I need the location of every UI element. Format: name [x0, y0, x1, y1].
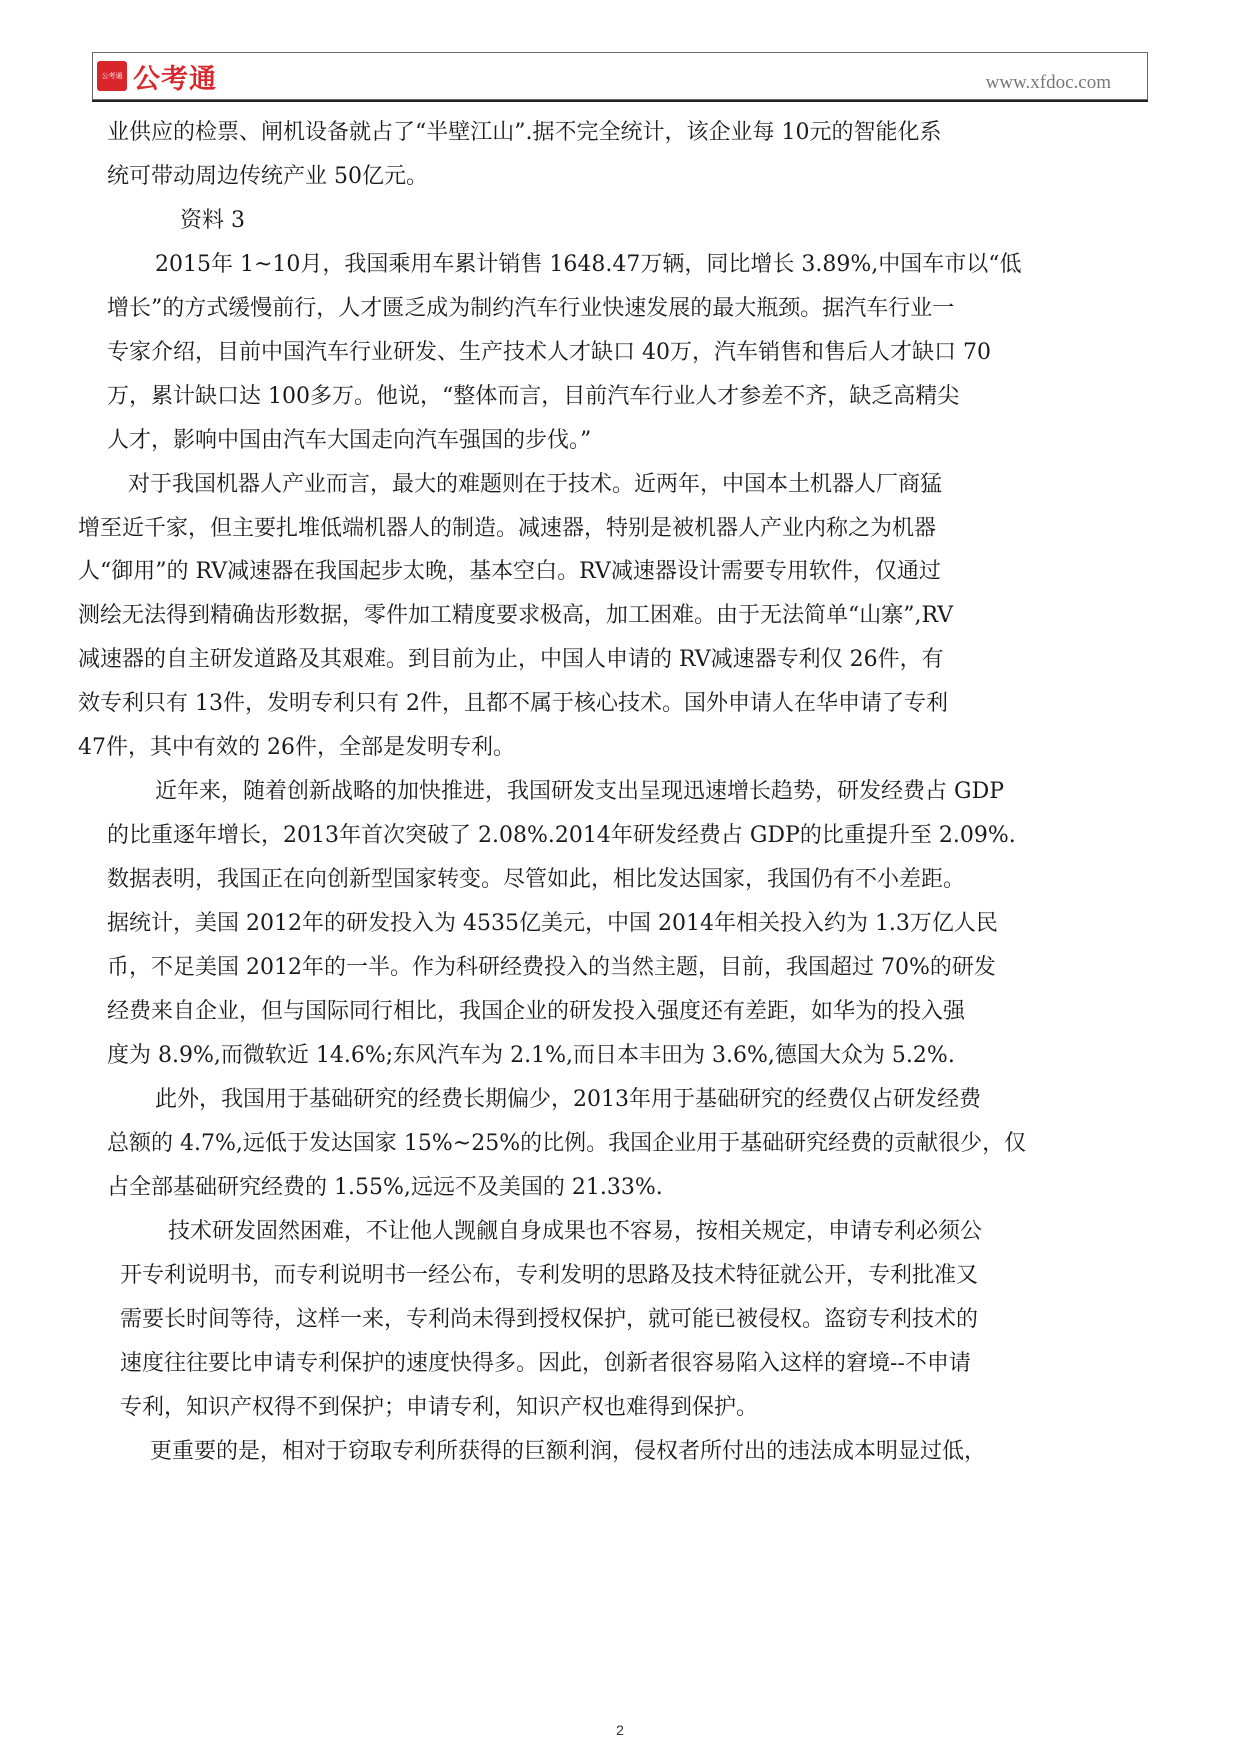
- text-line: 技术研发固然困难，不让他人觊觎自身成果也不容易，按相关规定，申请专利必须公: [168, 1219, 983, 1244]
- text-line: 数据表明，我国正在向创新型国家转变。尽管如此，相比发达国家，我国仍有不小差距。: [107, 867, 966, 892]
- text-line: 总额的 4.7%,远低于发达国家 15%~25%的比例。我国企业用于基础研究经费的贡献很少，仅: [107, 1131, 1027, 1156]
- text-line: 经费来自企业，但与国际同行相比，我国企业的研发投入强度还有差距，如华为的投入强: [107, 999, 966, 1024]
- text-line: 效专利只有 13件，发明专利只有 2件，且都不属于核心技术。国外申请人在华申请了专利: [78, 691, 948, 716]
- text-line: 万，累计缺口达 100多万。他说，“整体而言，目前汽车行业人才参差不齐，缺乏高精尖: [107, 384, 960, 409]
- header-divider: [92, 100, 1148, 102]
- text-line: 近年来，随着创新战略的加快推进，我国研发支出呈现迅速增长趋势，研发经费占 GDP: [155, 779, 1005, 804]
- text-line: 2015年 1~10月，我国乘用车累计销售 1648.47万辆，同比增长 3.89%,中国车市以“低: [155, 252, 1022, 277]
- text-line: 占全部基础研究经费的 1.55%,远远不及美国的 21.33%.: [107, 1175, 663, 1200]
- text-line: 减速器的自主研发道路及其艰难。到目前为止，中国人申请的 RV减速器专利仅 26件，有: [78, 647, 944, 672]
- text-line: 测绘无法得到精确齿形数据，零件加工精度要求极高，加工困难。由于无法简单“山寨”,RV: [78, 603, 954, 628]
- text-line: 开专利说明书，而专利说明书一经公布，专利发明的思路及技术特征就公开，专利批准又: [120, 1263, 979, 1288]
- logo-badge-icon: 公考通: [97, 61, 127, 91]
- logo: [97, 57, 217, 95]
- text-line: 更重要的是，相对于窃取专利所获得的巨额利润，侵权者所付出的违法成本明显过低，: [150, 1439, 987, 1464]
- text-line: 人才，影响中国由汽车大国走向汽车强国的步伐。”: [107, 428, 592, 453]
- text-line: 47件，其中有效的 26件，全部是发明专利。: [78, 735, 515, 760]
- page-header: [92, 52, 1148, 100]
- text-line: 速度往往要比申请专利保护的速度快得多。因此，创新者很容易陷入这样的窘境--不申请: [120, 1351, 971, 1376]
- text-line: 对于我国机器人产业而言，最大的难题则在于技术。近两年，中国本土机器人厂商猛: [128, 472, 943, 497]
- text-line: 增至近千家，但主要扎堆低端机器人的制造。减速器，特别是被机器人产业内称之为机器: [78, 516, 937, 541]
- text-line: 人“御用”的 RV减速器在我国起步太晚，基本空白。RV减速器设计需要专用软件，仅通过: [78, 559, 941, 584]
- text-line: 专利，知识产权得不到保护；申请专利，知识产权也难得到保护。: [120, 1395, 759, 1420]
- text-line: 需要长时间等待，这样一来，专利尚未得到授权保护，就可能已被侵权。盗窃专利技术的: [120, 1307, 979, 1332]
- text-line: 度为 8.9%,而微软近 14.6%;东风汽车为 2.1%,而日本丰田为 3.6%,德国大众为 5.2%.: [107, 1043, 955, 1068]
- site-url: www.xfdoc.com: [985, 72, 1111, 93]
- text-line: 统可带动周边传统产业 50亿元。: [107, 164, 428, 189]
- text-line: 增长”的方式缓慢前行，人才匮乏成为制约汽车行业快速发展的最大瓶颈。据汽车行业一: [107, 296, 955, 321]
- text-line: 的比重逐年增长，2013年首次突破了 2.08%.2014年研发经费占 GDP的比重提升至 2.09%.: [107, 823, 1016, 848]
- text-line: 业供应的检票、闸机设备就占了“半壁江山”.据不完全统计，该企业每 10元的智能化系: [107, 120, 942, 145]
- section-heading: 资料 3: [180, 208, 245, 233]
- text-line: 专家介绍，目前中国汽车行业研发、生产技术人才缺口 40万，汽车销售和售后人才缺口 70: [107, 340, 991, 365]
- text-line: 此外，我国用于基础研究的经费长期偏少，2013年用于基础研究的经费仅占研发经费: [155, 1087, 981, 1112]
- logo-text: 公考通: [133, 63, 217, 95]
- page-number: 2: [616, 1722, 624, 1738]
- text-line: 币，不足美国 2012年的一半。作为科研经费投入的当然主题，目前，我国超过 70%的研发: [107, 955, 996, 980]
- text-line: 据统计，美国 2012年的研发投入为 4535亿美元，中国 2014年相关投入约为 1.3万亿人民: [107, 911, 998, 936]
